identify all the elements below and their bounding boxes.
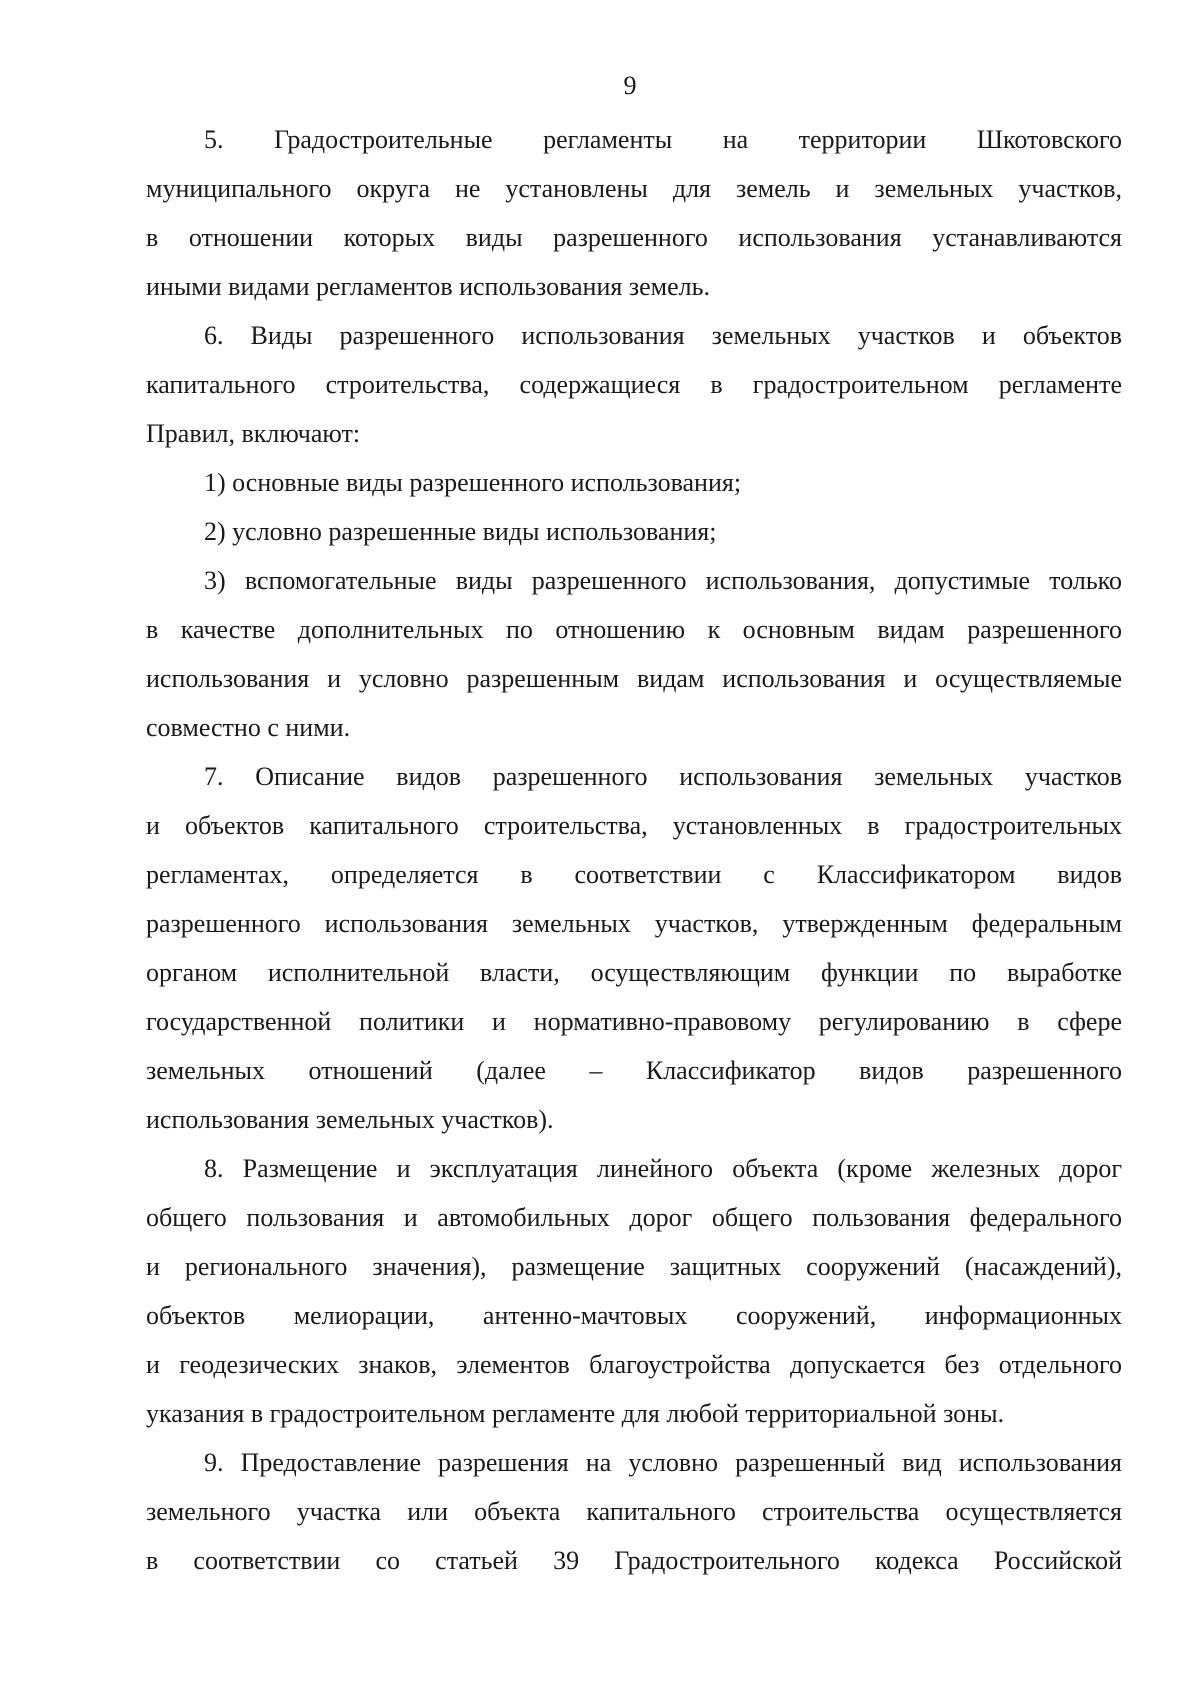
text-line: и геодезических знаков, элементов благоустройства допускается без отдельного <box>146 1350 1122 1379</box>
page-number: 9 <box>623 71 637 100</box>
text-line: земельных отношений (далее – Классификатор видов разрешенного <box>146 1056 1122 1085</box>
text-line: государственной политики и нормативно-правовому регулированию в сфере <box>146 1007 1122 1036</box>
list-item-1 <box>146 458 1122 507</box>
text-line: иными видами регламентов использования земель. <box>146 272 710 301</box>
text-line: капитального строительства, содержащиеся в градостроительном регламенте <box>146 370 1122 399</box>
text-line: 5. Градостроительные регламенты на территории Шкотовского <box>204 125 1122 154</box>
paragraph-5 <box>146 115 1122 311</box>
list-item-3 <box>146 556 1122 752</box>
text-line: 3) вспомогательные виды разрешенного использования, допустимые только <box>204 566 1122 595</box>
text-line: разрешенного использования земельных участков, утвержденным федеральным <box>146 909 1122 938</box>
text-line: Правил, включают: <box>146 419 361 448</box>
text-line: в отношении которых виды разрешенного использования устанавливаются <box>146 223 1122 252</box>
text-line: земельного участка или объекта капитального строительства осуществляется <box>146 1497 1122 1526</box>
text-line: 6. Виды разрешенного использования земельных участков и объектов <box>204 321 1122 350</box>
text-line: в соответствии со статьей 39 Градостроительного кодекса Российской <box>146 1546 1122 1575</box>
text-line: 2) условно разрешенные виды использования; <box>204 517 717 546</box>
text-line: использования земельных участков). <box>146 1105 554 1134</box>
text-line: 9. Предоставление разрешения на условно разрешенный вид использования <box>204 1448 1122 1477</box>
text-line: и объектов капитального строительства, установленных в градостроительных <box>146 811 1122 840</box>
paragraph-7 <box>146 752 1122 1144</box>
document-body <box>146 115 1122 1585</box>
text-line: в качестве дополнительных по отношению к основным видам разрешенного <box>146 615 1122 644</box>
text-line: муниципального округа не установлены для земель и земельных участков, <box>146 174 1122 203</box>
text-line: 7. Описание видов разрешенного использования земельных участков <box>204 762 1122 791</box>
text-line: органом исполнительной власти, осуществляющим функции по выработке <box>146 958 1122 987</box>
text-line: 8. Размещение и эксплуатация линейного объекта (кроме железных дорог <box>204 1154 1122 1183</box>
paragraph-9 <box>146 1438 1122 1585</box>
text-line: указания в градостроительном регламенте для любой территориальной зоны. <box>146 1399 1005 1428</box>
text-line: совместно с ними. <box>146 713 351 742</box>
paragraph-6 <box>146 311 1122 458</box>
text-line: общего пользования и автомобильных дорог общего пользования федерального <box>146 1203 1122 1232</box>
text-line: объектов мелиорации, антенно-мачтовых сооружений, информационных <box>146 1301 1122 1330</box>
text-line: использования и условно разрешенным видам использования и осуществляемые <box>146 664 1122 693</box>
text-line: и регионального значения), размещение защитных сооружений (насаждений), <box>146 1252 1122 1281</box>
text-line: регламентах, определяется в соответствии с Классификатором видов <box>146 860 1122 889</box>
list-item-2 <box>146 507 1122 556</box>
text-line: 1) основные виды разрешенного использования; <box>204 468 742 497</box>
paragraph-8 <box>146 1144 1122 1438</box>
